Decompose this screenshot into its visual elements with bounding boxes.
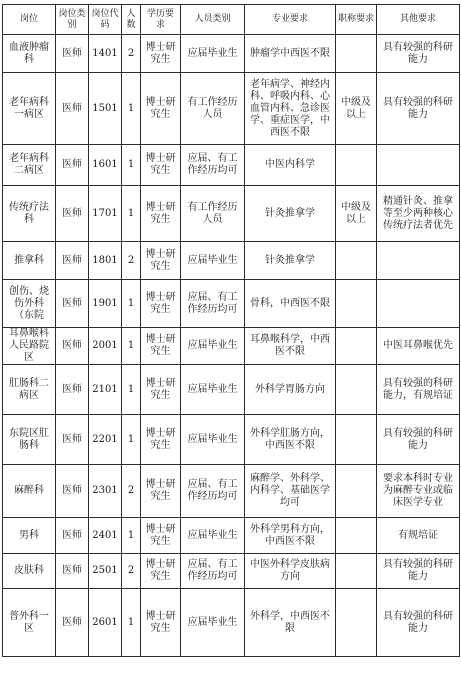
title-cell: [336, 518, 377, 554]
code-cell: 2301: [89, 465, 122, 518]
count-cell: 1: [122, 365, 141, 415]
person-type-cell: 应届、有工作经历均可: [181, 554, 245, 589]
other-cell: 要求本科时专业为麻醉专业或临床医学专业: [377, 465, 460, 518]
table-row: [3, 280, 460, 328]
post-cell: 血液肿瘤科: [3, 35, 56, 73]
count-cell: 1: [122, 415, 141, 465]
other-cell: [377, 145, 460, 186]
major-cell: 骨科，中西医不限: [245, 280, 336, 328]
count-cell: 2: [122, 35, 141, 73]
education-cell: 博士研究生: [141, 328, 181, 365]
count-cell: 1: [122, 589, 141, 657]
education-cell: 博士研究生: [141, 415, 181, 465]
recruitment-table: [2, 4, 460, 657]
post-cell: 老年病科二病区: [3, 145, 56, 186]
count-cell: 1: [122, 328, 141, 365]
other-cell: 具有较强的科研能力: [377, 589, 460, 657]
education-cell: 博士研究生: [141, 145, 181, 186]
table-row: [3, 589, 460, 657]
title-cell: [336, 328, 377, 365]
table-row: [3, 73, 460, 145]
person-type-cell: 应届毕业生: [181, 328, 245, 365]
col-header-person-type: 人员类别: [181, 5, 245, 35]
col-header-major: 专业要求: [245, 5, 336, 35]
education-cell: 博士研究生: [141, 365, 181, 415]
category-cell: 医师: [56, 465, 89, 518]
post-cell: 东院区肛肠科: [3, 415, 56, 465]
code-cell: 1401: [89, 35, 122, 73]
title-cell: 中级及以上: [336, 73, 377, 145]
post-cell: 传统疗法科: [3, 186, 56, 242]
major-cell: 外科学胃肠方向: [245, 365, 336, 415]
education-cell: 博士研究生: [141, 554, 181, 589]
person-type-cell: 有工作经历人员: [181, 186, 245, 242]
education-cell: 博士研究生: [141, 465, 181, 518]
title-cell: [336, 145, 377, 186]
count-cell: 1: [122, 73, 141, 145]
category-cell: 医师: [56, 589, 89, 657]
category-cell: 医师: [56, 35, 89, 73]
count-cell: 1: [122, 280, 141, 328]
title-cell: [336, 415, 377, 465]
count-cell: 2: [122, 465, 141, 518]
person-type-cell: 应届毕业生: [181, 518, 245, 554]
education-cell: 博士研究生: [141, 280, 181, 328]
count-cell: 2: [122, 242, 141, 280]
col-header-title: 职称要求: [336, 5, 377, 35]
other-cell: 具有较强的科研能力: [377, 554, 460, 589]
table-row: [3, 328, 460, 365]
table-row: [3, 415, 460, 465]
table-row: [3, 365, 460, 415]
table-row: [3, 465, 460, 518]
table-row: [3, 145, 460, 186]
other-cell: 具有较强的科研能力: [377, 35, 460, 73]
col-header-code: 岗位代码: [89, 5, 122, 35]
major-cell: 针灸推拿学: [245, 186, 336, 242]
code-cell: 1701: [89, 186, 122, 242]
category-cell: 医师: [56, 242, 89, 280]
header-row: [3, 5, 460, 35]
col-header-category: 岗位类别: [56, 5, 89, 35]
post-cell: 皮肤科: [3, 554, 56, 589]
person-type-cell: 应届毕业生: [181, 242, 245, 280]
major-cell: 老年病学、神经内科、呼吸内科、心血管内科、急诊医学、重症医学，中西医不限: [245, 73, 336, 145]
person-type-cell: 应届毕业生: [181, 589, 245, 657]
count-cell: 1: [122, 518, 141, 554]
person-type-cell: 应届、有工作经历均可: [181, 465, 245, 518]
other-cell: [377, 242, 460, 280]
post-cell: 普外科一区: [3, 589, 56, 657]
person-type-cell: 有工作经历人员: [181, 73, 245, 145]
major-cell: 中医内科学: [245, 145, 336, 186]
code-cell: 2501: [89, 554, 122, 589]
title-cell: [336, 280, 377, 328]
education-cell: 博士研究生: [141, 73, 181, 145]
title-cell: [336, 35, 377, 73]
major-cell: 外科学，中西医不限: [245, 589, 336, 657]
major-cell: 外科学男科方向，中西医不限: [245, 518, 336, 554]
title-cell: [336, 465, 377, 518]
table-row: [3, 186, 460, 242]
post-cell: 创伤、烧伤外科（东院: [3, 280, 56, 328]
post-cell: 肛肠科二病区: [3, 365, 56, 415]
person-type-cell: 应届毕业生: [181, 365, 245, 415]
code-cell: 2401: [89, 518, 122, 554]
table-row: [3, 242, 460, 280]
major-cell: 中医外科学皮肤病方向: [245, 554, 336, 589]
other-cell: 有规培证: [377, 518, 460, 554]
code-cell: 2601: [89, 589, 122, 657]
code-cell: 1601: [89, 145, 122, 186]
person-type-cell: 应届毕业生: [181, 415, 245, 465]
education-cell: 博士研究生: [141, 35, 181, 73]
education-cell: 博士研究生: [141, 186, 181, 242]
code-cell: 1801: [89, 242, 122, 280]
code-cell: 2101: [89, 365, 122, 415]
code-cell: 1901: [89, 280, 122, 328]
category-cell: 医师: [56, 145, 89, 186]
major-cell: 外科学肛肠方向，中西医不限: [245, 415, 336, 465]
education-cell: 博士研究生: [141, 242, 181, 280]
col-header-post: 岗位: [3, 5, 56, 35]
category-cell: 医师: [56, 328, 89, 365]
count-cell: 2: [122, 554, 141, 589]
table-body: [3, 35, 460, 657]
code-cell: 2201: [89, 415, 122, 465]
major-cell: 耳鼻喉科学，中西医不限: [245, 328, 336, 365]
table-row: [3, 554, 460, 589]
major-cell: 针灸推拿学: [245, 242, 336, 280]
other-cell: [377, 280, 460, 328]
person-type-cell: 应届、有工作经历均可: [181, 145, 245, 186]
code-cell: 1501: [89, 73, 122, 145]
code-cell: 2001: [89, 328, 122, 365]
table-row: [3, 35, 460, 73]
person-type-cell: 应届毕业生: [181, 35, 245, 73]
post-cell: 麻醉科: [3, 465, 56, 518]
title-cell: [336, 589, 377, 657]
col-header-education: 学历要求: [141, 5, 181, 35]
title-cell: 中级及以上: [336, 186, 377, 242]
table-row: [3, 518, 460, 554]
category-cell: 医师: [56, 73, 89, 145]
other-cell: 具有较强的科研能力: [377, 415, 460, 465]
other-cell: 精通针灸、推拿等至少两种核心传统疗法者优先: [377, 186, 460, 242]
post-cell: 推拿科: [3, 242, 56, 280]
major-cell: 麻醉学、外科学、内科学、基础医学均可: [245, 465, 336, 518]
major-cell: 肿瘤学中西医不限: [245, 35, 336, 73]
category-cell: 医师: [56, 365, 89, 415]
category-cell: 医师: [56, 415, 89, 465]
other-cell: 具有较强的科研能力，有规培证: [377, 365, 460, 415]
other-cell: 具有较强的科研能力: [377, 73, 460, 145]
title-cell: [336, 242, 377, 280]
person-type-cell: 应届、有工作经历均可: [181, 280, 245, 328]
title-cell: [336, 554, 377, 589]
category-cell: 医师: [56, 186, 89, 242]
post-cell: 男科: [3, 518, 56, 554]
title-cell: [336, 365, 377, 415]
col-header-count: 人数: [122, 5, 141, 35]
post-cell: 耳鼻喉科人民路院区: [3, 328, 56, 365]
category-cell: 医师: [56, 518, 89, 554]
col-header-other: 其他要求: [377, 5, 460, 35]
count-cell: 1: [122, 145, 141, 186]
education-cell: 博士研究生: [141, 589, 181, 657]
count-cell: 1: [122, 186, 141, 242]
education-cell: 博士研究生: [141, 518, 181, 554]
post-cell: 老年病科一病区: [3, 73, 56, 145]
category-cell: 医师: [56, 554, 89, 589]
other-cell: 中医耳鼻喉优先: [377, 328, 460, 365]
category-cell: 医师: [56, 280, 89, 328]
